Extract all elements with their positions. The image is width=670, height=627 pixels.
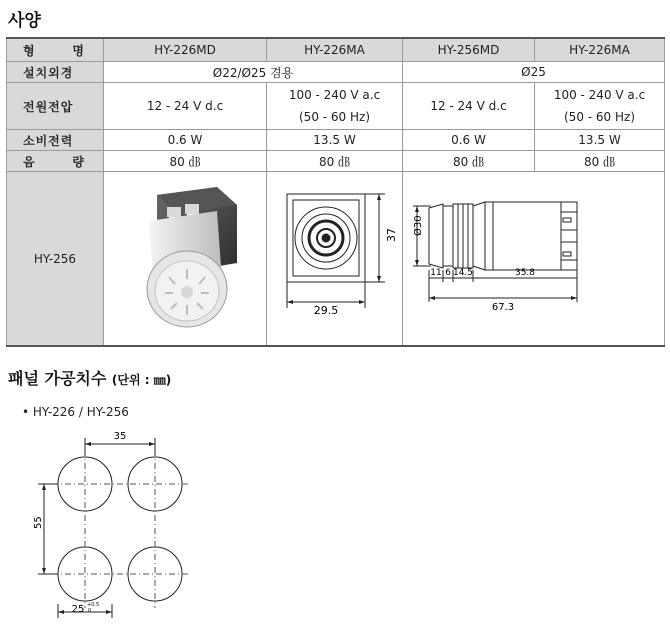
consumption-row — [7, 130, 665, 151]
side-total-dim: 67.3 — [491, 302, 515, 313]
mount-value: Ø25 — [403, 62, 665, 83]
side-dim-4: 35.8 — [514, 268, 536, 278]
buzzer-photo — [105, 177, 265, 337]
side-dim-2: 6 — [445, 268, 451, 278]
product-photo-cell — [104, 172, 267, 347]
power-label: 전원전압 — [7, 83, 104, 130]
front-width-dim: 29.5 — [313, 304, 339, 317]
side-view-drawing — [403, 172, 665, 342]
consumption-label: 소비전력 — [7, 130, 104, 151]
power-frequency: (50 - 60 Hz) — [564, 110, 635, 124]
power-voltage: 100 - 240 V a.c — [553, 88, 646, 102]
power-value — [535, 83, 665, 130]
power-value: 12 - 24 V d.c — [104, 83, 267, 130]
panel-subtitle: • HY-226 / HY-256 — [22, 405, 129, 419]
power-voltage: 100 - 240 V a.c — [288, 88, 381, 102]
pitch-x-dim: 35 — [113, 431, 127, 442]
side-view-cell — [403, 172, 665, 347]
hole-tol-plus: +0.5 — [87, 602, 100, 608]
mount-row — [7, 62, 665, 83]
volume-label: 음 량 — [7, 151, 104, 172]
power-row — [7, 83, 665, 130]
front-height-dim: 37 — [385, 228, 398, 242]
model-header: HY-226MD — [104, 38, 267, 62]
volume-value: 80 ㏈ — [403, 151, 535, 172]
consumption-value: 0.6 W — [403, 130, 535, 151]
spec-title: 사양 — [8, 11, 41, 31]
mount-label: 설치외경 — [7, 62, 104, 83]
front-view-cell — [267, 172, 403, 347]
consumption-value: 0.6 W — [104, 130, 267, 151]
front-view-drawing — [267, 172, 403, 342]
panel-title-text: 패널 가공치수 — [8, 369, 107, 388]
model-header: HY-226MA — [267, 38, 403, 62]
hole-tol-zero: 0 — [88, 608, 92, 614]
power-value: 12 - 24 V d.c — [403, 83, 535, 130]
header-label: 형 명 — [7, 38, 104, 62]
pitch-y-dim: 55 — [33, 516, 44, 529]
side-dia-dim: Ø30 — [413, 215, 424, 236]
power-value — [267, 83, 403, 130]
model-image-row — [7, 172, 665, 347]
mount-value: Ø22/Ø25 겸용 — [104, 62, 403, 83]
hole-dim: 25 — [71, 604, 85, 615]
panel-title — [8, 366, 171, 389]
model-header: HY-226MA — [535, 38, 665, 62]
side-dim-3: 14.5 — [452, 268, 474, 278]
volume-value: 80 ㏈ — [535, 151, 665, 172]
model-label: HY-256 — [7, 172, 104, 347]
volume-value: 80 ㏈ — [267, 151, 403, 172]
consumption-value: 13.5 W — [535, 130, 665, 151]
model-header: HY-256MD — [403, 38, 535, 62]
panel-cutout-drawing — [22, 426, 212, 622]
power-frequency: (50 - 60 Hz) — [299, 110, 370, 124]
volume-row — [7, 151, 665, 172]
header-row — [7, 38, 665, 62]
volume-value: 80 ㏈ — [104, 151, 267, 172]
panel-unit: (단위 : ㎜) — [111, 373, 172, 387]
side-dim-1: 11 — [430, 268, 442, 278]
spec-table — [6, 37, 665, 347]
consumption-value: 13.5 W — [267, 130, 403, 151]
